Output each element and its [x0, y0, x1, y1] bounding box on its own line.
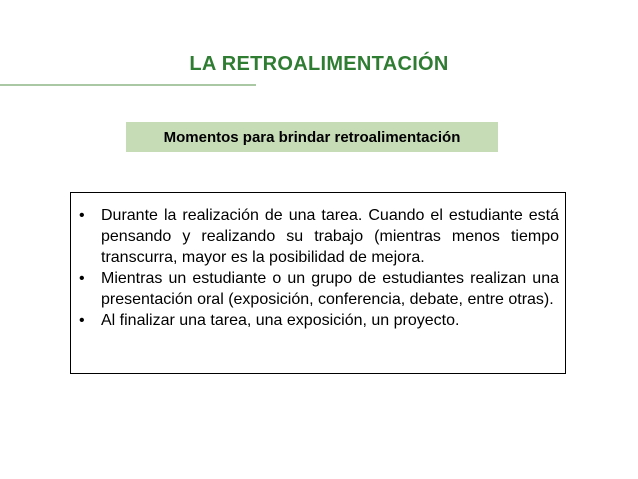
bullet-item [79, 310, 559, 331]
slide-title: LA RETROALIMENTACIÓN [189, 53, 449, 75]
bullet-marker: • [79, 270, 85, 287]
bullet-item [79, 268, 559, 310]
subtitle-banner [126, 122, 498, 152]
title-underline [0, 84, 256, 86]
bullet-item [79, 205, 559, 268]
bullet-list [79, 205, 559, 331]
bullet-marker: • [79, 312, 85, 329]
bullet-marker: • [79, 207, 85, 224]
bullet-text: Durante la realización de una tarea. Cuando el estudiante está pensando y realizando su trabajo (mientras menos tiempo transcurra, mayor es la posibilidad de mejora. [101, 207, 559, 266]
subtitle-text: Momentos para brindar retroalimentación [163, 128, 461, 146]
content-box [70, 192, 566, 374]
bullet-text: Mientras un estudiante o un grupo de estudiantes realizan una presentación oral (exposición, conferencia, debate, entre otras). [101, 270, 559, 308]
bullet-text: Al finalizar una tarea, una exposición, un proyecto. [101, 312, 460, 329]
